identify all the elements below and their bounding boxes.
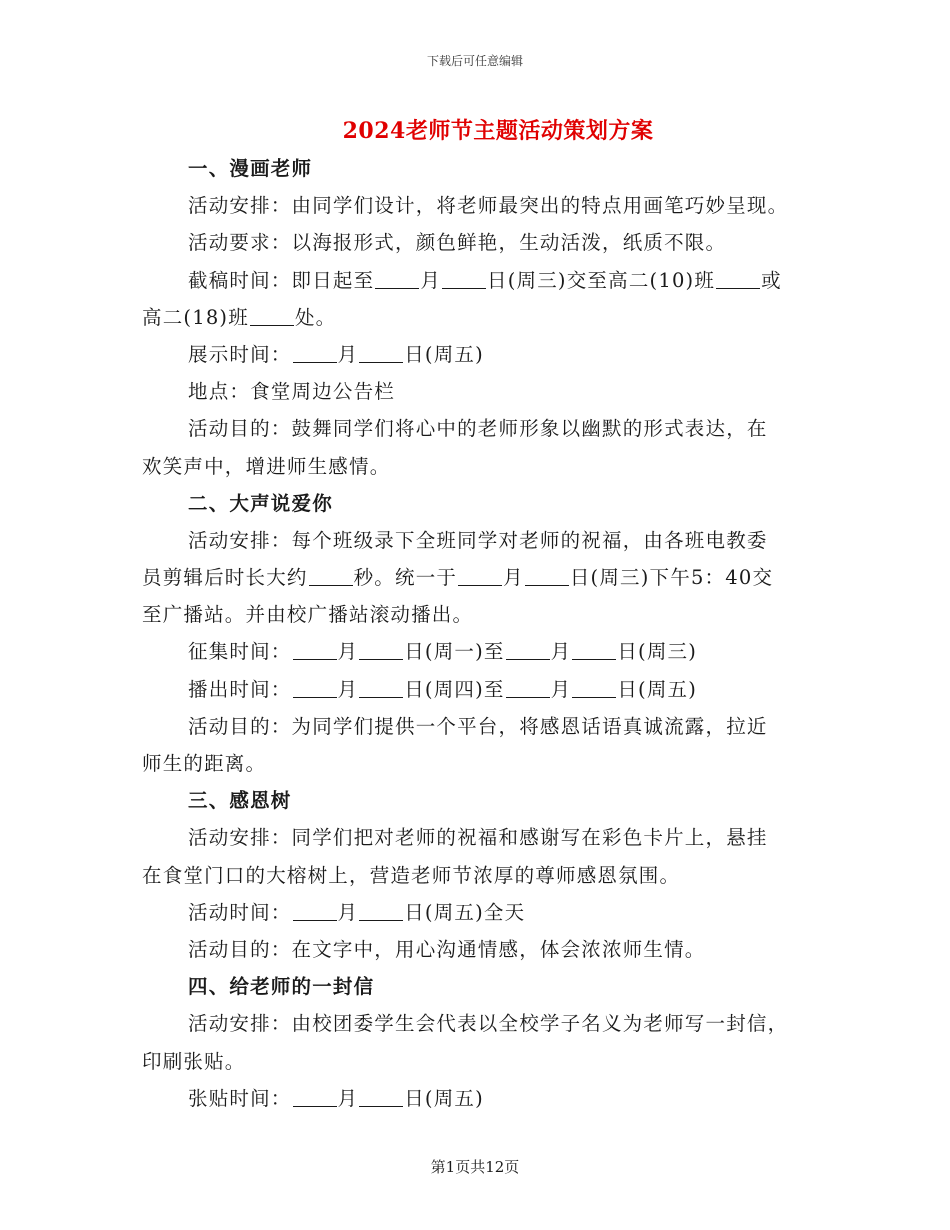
blank-line — [293, 640, 337, 661]
blank-line — [309, 566, 353, 587]
section4-heading: 四、给老师的一封信 — [188, 975, 375, 999]
section1-location: 地点：食堂周边公告栏 — [188, 380, 396, 404]
section1-purpose-cont: 欢笑声中，增进师生感情。 — [142, 454, 391, 478]
blank-line — [359, 342, 403, 363]
document-body — [142, 150, 810, 1117]
blank-line — [572, 640, 616, 661]
section1-requirement: 活动要求：以海报形式，颜色鲜艳，生动活泼，纸质不限。 — [188, 231, 727, 255]
blank-line — [458, 566, 502, 587]
section2-purpose: 活动目的：为同学们提供一个平台，将感恩话语真诚流露，拉近 — [188, 714, 768, 738]
section2-purpose-cont: 师生的距离。 — [142, 752, 267, 775]
blank-line — [293, 1086, 337, 1107]
section4-arrangement-cont: 印刷张贴。 — [142, 1049, 246, 1073]
section1-deadline: 截稿时间：即日起至 月 日(周三)交至高二(10)班 或 — [188, 268, 782, 292]
section1-display-time: 展示时间： 月 日(周五) — [188, 342, 484, 366]
section2-arrangement-cont: 员剪辑后时长大约 秒。统一于 月 日(周三)下午5：40交 — [142, 566, 774, 590]
blank-line — [525, 566, 569, 587]
blank-line — [359, 640, 403, 661]
blank-line — [506, 677, 550, 698]
blank-line — [359, 677, 403, 698]
section1-deadline-cont: 高二(18)班 处。 — [142, 305, 337, 329]
section3-arrangement-cont: 在食堂门口的大榕树上，营造老师节浓厚的尊师感恩氛围。 — [142, 863, 681, 887]
blank-line — [506, 640, 550, 661]
blank-line — [293, 342, 337, 363]
section2-arrangement: 活动安排：每个班级录下全班同学对老师的祝福，由各班电教委 — [188, 528, 768, 552]
blank-line — [293, 900, 337, 921]
blank-line — [359, 1086, 403, 1107]
blank-line — [572, 677, 616, 698]
section2-arrangement-cont2: 至广播站。并由校广播站滚动播出。 — [142, 603, 474, 627]
blank-line — [250, 305, 294, 326]
section1-arrangement: 活动安排：由同学们设计，将老师最突出的特点用画笔巧妙呈现。 — [188, 194, 789, 218]
blank-line — [293, 677, 337, 698]
blank-line — [442, 268, 486, 289]
section3-purpose: 活动目的：在文字中，用心沟通情感，体会浓浓师生情。 — [188, 937, 706, 961]
section3-time: 活动时间： 月 日(周五)全天 — [188, 900, 526, 924]
page-number-footer: 第1页共12页 — [430, 1158, 520, 1176]
section2-broadcast-time: 播出时间： 月 日(周四)至 月 日(周五) — [188, 677, 698, 701]
section2-heading: 二、大声说爱你 — [188, 491, 333, 515]
document-title: 2024老师节主题活动策划方案 — [342, 118, 654, 144]
blank-line — [375, 268, 419, 289]
section3-arrangement: 活动安排：同学们把对老师的祝福和感谢写在彩色卡片上，悬挂 — [188, 826, 768, 850]
section3-heading: 三、感恩树 — [188, 789, 292, 813]
blank-line — [359, 900, 403, 921]
section4-post-time: 张贴时间： 月 日(周五) — [188, 1086, 484, 1110]
blank-line — [716, 268, 760, 289]
header-note: 下载后可任意编辑 — [426, 54, 523, 68]
section1-purpose: 活动目的：鼓舞同学们将心中的老师形象以幽默的形式表达，在 — [188, 417, 768, 441]
section4-arrangement: 活动安排：由校团委学生会代表以全校学子名义为老师写一封信， — [188, 1012, 789, 1036]
section2-collect-time: 征集时间： 月 日(周一)至 月 日(周三) — [188, 640, 698, 664]
section1-heading: 一、漫画老师 — [188, 157, 313, 180]
